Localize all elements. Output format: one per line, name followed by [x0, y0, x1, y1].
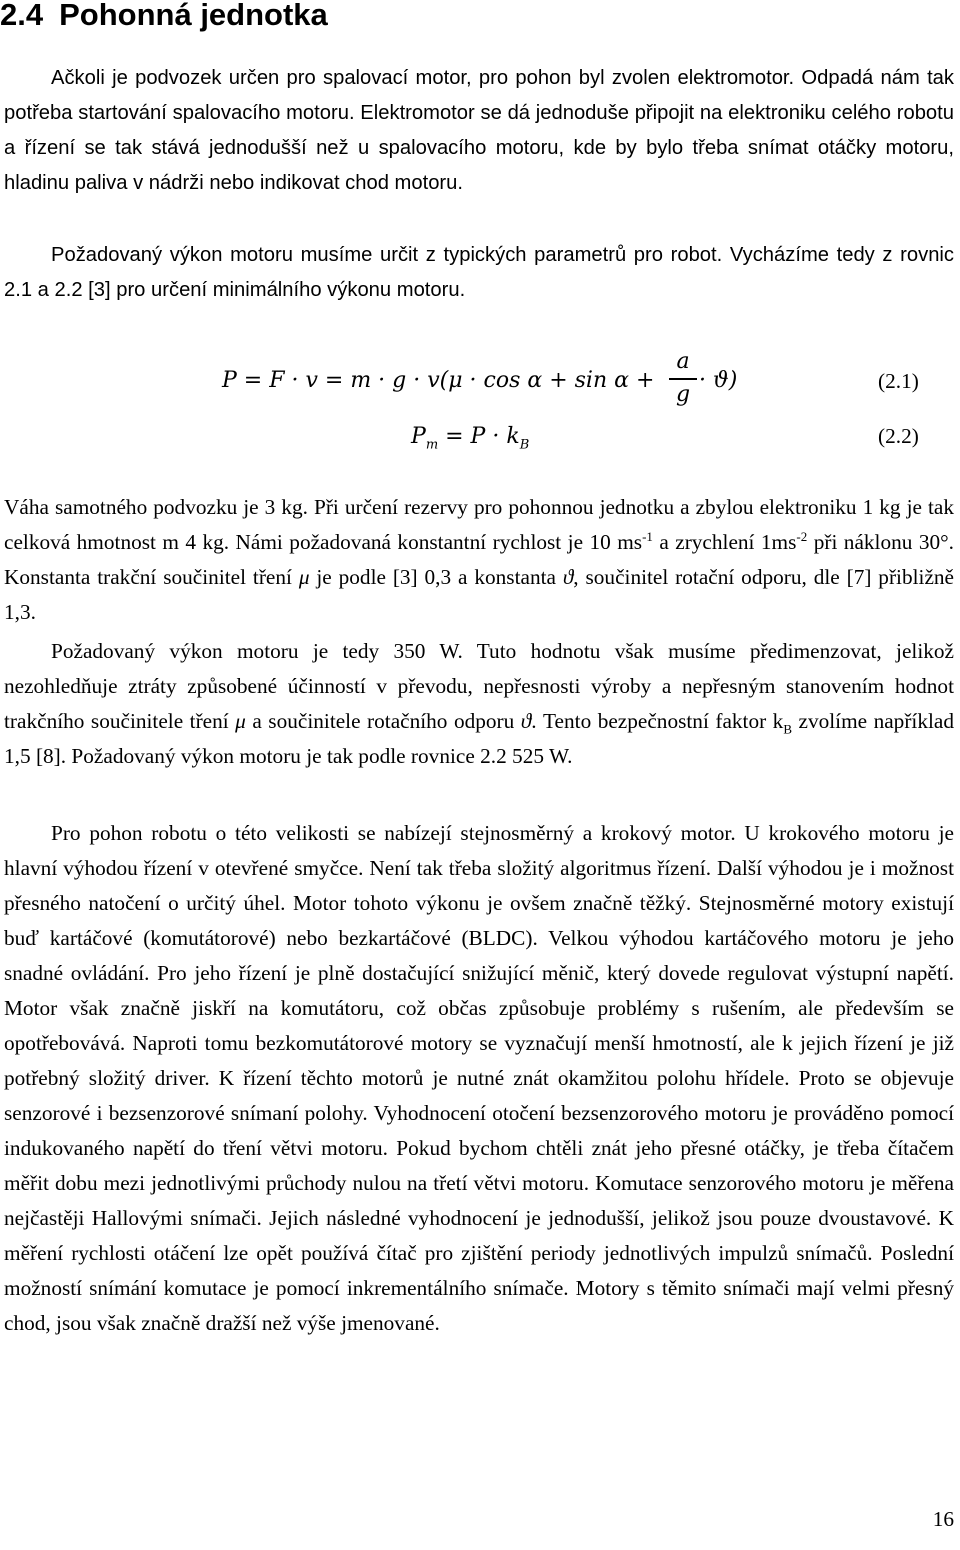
fraction-denominator: g — [675, 381, 691, 407]
paragraph-safety-factor: Požadovaný výkon motoru je tedy 350 W. Tuto hodnotu však musíme předimenzovat, jelikož nezohledňuje ztráty způsobené účinností v převodu, nepřesnosti výroby a nepřesným stanovením hodnot trakčního součinitele tření μ a součinitele rotačního odporu ϑ. Tento bezpečnostní faktor $k_B$ zvolíme například 1,5 [8]. Požadovaný výkon motoru je tak podle rovnice 2.2 525 W. — [4, 639, 955, 768]
paragraph-mass-and-constants: Váha samotného podvozku je 3 kg. Při určení rezervy pro pohonnou jednotku a zbylou elektroniku 1 kg je tak celková hmotnost m 4 kg. Námi požadovaná konstantní rychlost je 10 $ms^{-1}$ a zrychlení $1ms^{-2}$ při náklonu 30°. Konstanta trakční součinitel tření μ je podle [3] 0,3 a konstanta ϑ, součinitel rotační odporu, dle [7] přibližně 1,3. — [4, 495, 954, 624]
equation-2-2-sub: B — [519, 437, 530, 453]
equation-2-2-mid: = P · k — [438, 424, 520, 449]
section-title: Pohonná jednotka — [59, 0, 328, 32]
equation-2-1-fraction — [669, 348, 697, 408]
equation-2-2-lhs: P — [411, 424, 426, 449]
paragraph-intro: Ačkoli je podvozek určen pro spalovací motor, pro pohon byl zvolen elektromotor. Odpadá nám tak potřeba startování spalovacího motoru. Elektromotor se dá jednoduše připojit na elektroniku celého robotu a řízení se tak stává jednodušší než u spalovacího motoru, kde by bylo třeba snímat otáčky motoru, hladinu paliva v nádrži nebo indikovat chod motoru. — [4, 67, 954, 194]
mu-symbol: μ — [235, 709, 246, 733]
page-number: 16 — [932, 1507, 954, 1531]
equation-2-1-number: (2.1) — [878, 369, 919, 393]
equation-2-1-right: · ϑ) — [699, 368, 738, 393]
paragraph-motor-types: Pro pohon robotu o této velikosti se nabízejí stejnosměrný a krokový motor. U krokového motoru je hlavní výhodou řízení v otevřené smyčce. Není tak třeba složitý algoritmus řízení. Další výhodou je i možnost přesného natočení o určitý úhel. Motor tohoto výkonu je ovšem značně těžký. Stejnosměrné motory existují buď kartáčové (komutátorové) nebo bezkartáčové (BLDC). Velkou výhodou kartáčového motoru je jeho snadné ovládání. Pro jeho řízení je plně dostačující snižující měnič, který dovede regulovat výstupní napětí. Motor však značně jiskří na komutátoru, což občas způsobuje problémy s rušením, ale především se opotřebovává. Naproti tomu bezkomutátorové motory se vyznačují menší hmotností, ale k jejich řízení je již potřebný složitý driver. K řízení těchto motorů je nutné znát okamžitou polohu hřídele. Proto se objevuje senzorové i bezsenzorové snímaní polohy. Vyhodnocení otočení bezsenzorového motoru je prováděno pomocí indukovaného napětí do tření větvi motoru. Pokud bychom chtěli znát jeho přesné otáčky, je třeba čítačem měřit dobu mezi jednotlivými průchody nulou na třetí větvi motoru. Komutace senzorového motoru je měřena nejčastěji Hallovými snímači. Jejich následné vyhodnocení je jednodušší, jelikož jsou pouze dvoustavové. K měření rychlosti otáčení lze opět používá čítač pro zjištění periody jednotlivých impulzů snímačů. Poslední možností snímání komutace je pomocí inkrementálního snímače. Motory s těmito snímači mají velmi přesný chod, jsou však značně dražší než výše jmenované. — [4, 821, 954, 1335]
theta-symbol: ϑ — [520, 709, 532, 733]
section-number: 2.4 — [0, 0, 44, 32]
mu-symbol: μ — [298, 565, 310, 589]
equation-2-2-number: (2.2) — [878, 424, 919, 448]
fraction-bar — [669, 378, 697, 380]
fraction-numerator: a — [676, 349, 690, 374]
equation-2-2 — [411, 424, 530, 453]
equation-2-1-left: P = F · v = m · g · v(μ · cos α + sin α + — [222, 368, 655, 393]
paragraph-power-requirement: Požadovaný výkon motoru musíme určit z typických parametrů pro robot. Vycházíme tedy z rovnic 2.1 a 2.2 [3] pro určení minimálního výkonu motoru. — [4, 244, 954, 301]
equation-2-1 — [222, 368, 654, 393]
equation-2-2-lhs-sub: m — [425, 437, 439, 453]
section-heading — [0, 0, 328, 34]
theta-symbol: ϑ — [562, 565, 574, 589]
